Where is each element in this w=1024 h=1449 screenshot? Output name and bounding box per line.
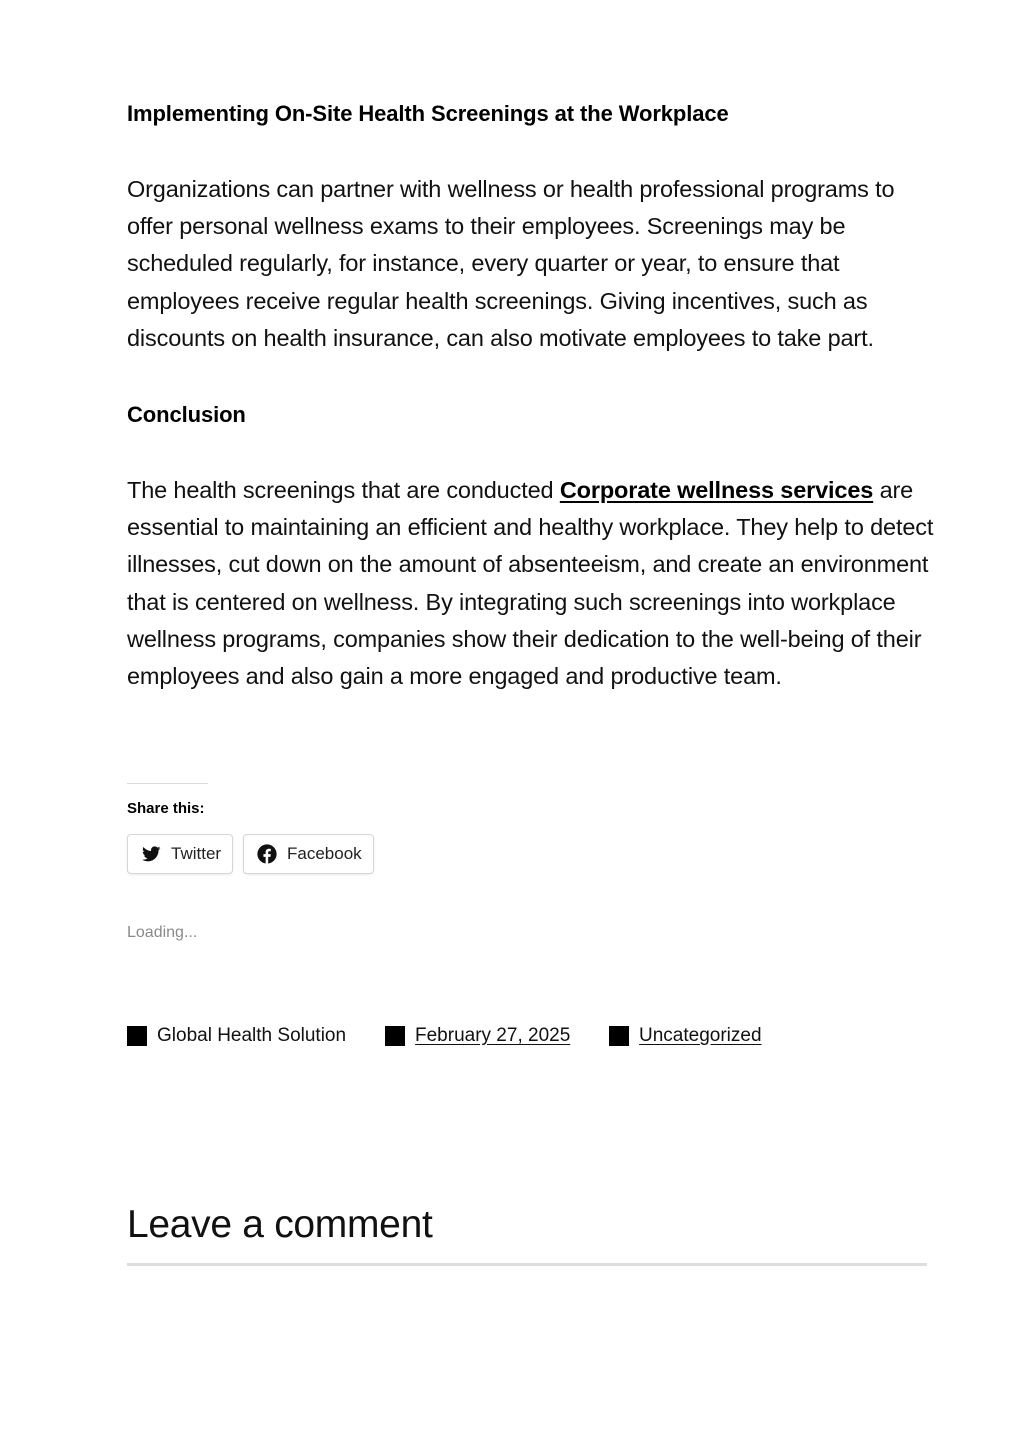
section-heading-conclusion: Conclusion — [127, 402, 246, 427]
corporate-wellness-link[interactable]: Corporate wellness services — [559, 477, 874, 503]
post-date-link[interactable]: February 27, 2025 — [415, 1025, 571, 1046]
comments-divider — [127, 1263, 927, 1266]
section-heading-screenings: Implementing On-Site Health Screenings at the Workplace — [127, 101, 729, 126]
calendar-icon — [385, 1026, 405, 1046]
share-twitter-label: Twitter — [171, 844, 222, 863]
conclusion-paragraph — [127, 472, 937, 695]
twitter-icon — [140, 843, 162, 865]
share-facebook-label: Facebook — [287, 844, 362, 863]
section-paragraph-screenings: Organizations can partner with wellness or health professional programs to offer personal wellness exams to their employees. Screenings may be scheduled regularly, for instance, every quarter or year, to ensure that employees receive regular health screenings. Giving incentives, such as discounts on health insurance, can also motivate employees to take part. — [127, 176, 895, 351]
post-category — [609, 1025, 762, 1047]
post-author — [127, 1025, 346, 1047]
share-divider — [127, 783, 208, 784]
post-author-name: Global Health Solution — [157, 1025, 347, 1046]
author-icon — [127, 1026, 147, 1046]
share-twitter-button[interactable] — [127, 834, 233, 874]
likes-loading-text: Loading... — [127, 924, 198, 941]
folder-icon — [609, 1026, 629, 1046]
post-category-link[interactable]: Uncategorized — [639, 1025, 762, 1046]
facebook-icon — [256, 843, 278, 865]
conclusion-text-after: are essential to maintaining an efficient and healthy workplace. They help to detect illnesses, cut down on the amount of absenteeism, and create an environment that is centered on wellness. By integrating such screenings into workplace wellness programs, companies show their dedication to the well-being of their employees and also gain a more engaged and productive team. — [127, 477, 934, 690]
comments-title: Leave a comment — [127, 1203, 433, 1246]
share-facebook-button[interactable] — [243, 834, 374, 874]
share-label: Share this: — [127, 800, 205, 817]
conclusion-text-before: The health screenings that are conducted — [127, 477, 560, 503]
post-date — [385, 1025, 570, 1047]
